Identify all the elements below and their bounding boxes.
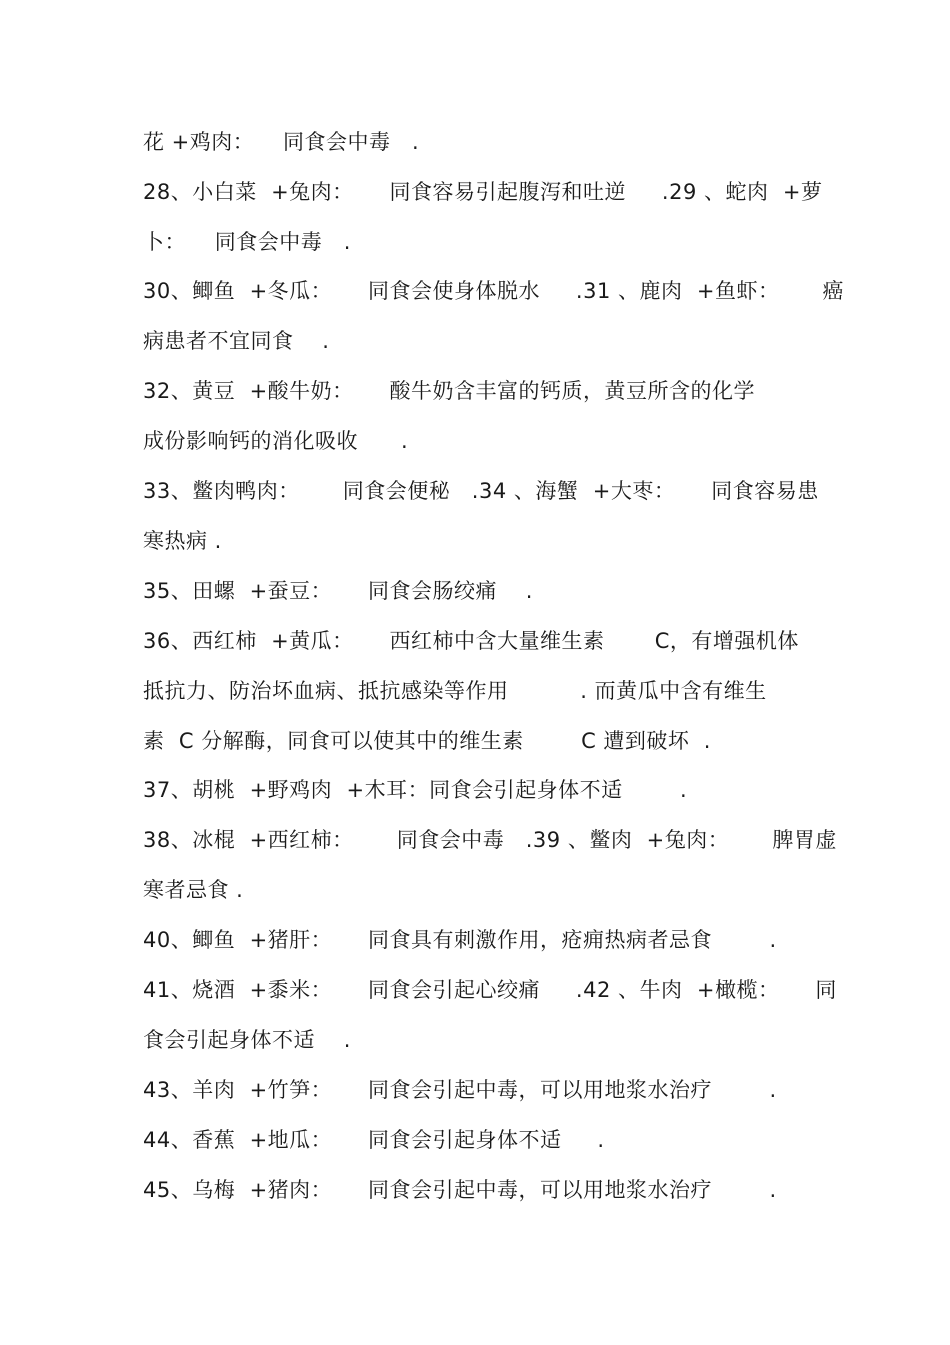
text-line: 30、鲫鱼 +冬瓜： 同食会使身体脱水 .31 、鹿肉 +鱼虾： 癌 [143, 279, 844, 303]
text-line: 38、冰棍 +西红柿： 同食会中毒 .39 、鳖肉 +兔肉： 脾胃虚 [143, 828, 837, 852]
text-line: 食会引起身体不适 . [143, 1028, 351, 1052]
text-line: 寒者忌食 . [143, 878, 244, 902]
text-line: 36、西红柿 +黄瓜： 西红柿中含大量维生素 C，有增强机体 [143, 629, 799, 653]
text-line: 花 +鸡肉： 同食会中毒 . [143, 130, 420, 154]
text-line: 素 C 分解酶，同食可以使其中的维生素 C 遭到破坏 . [143, 729, 711, 753]
text-line: 病患者不宜同食 . [143, 329, 330, 353]
text-line: 33、鳖肉鸭肉： 同食会便秘 .34 、海蟹 +大枣： 同食容易患 [143, 479, 819, 503]
text-line: 卜： 同食会中毒 . [143, 230, 351, 254]
text-line: 41、烧酒 +黍米： 同食会引起心绞痛 .42 、牛肉 +橄榄： 同 [143, 978, 837, 1002]
text-line: 32、黄豆 +酸牛奶： 酸牛奶含丰富的钙质，黄豆所含的化学 [143, 379, 756, 403]
text-line: 43、羊肉 +竹笋： 同食会引起中毒，可以用地浆水治疗 . [143, 1078, 777, 1102]
text-line: 37、胡桃 +野鸡肉 +木耳：同食会引起身体不适 . [143, 778, 688, 802]
text-line: 28、小白菜 +兔肉： 同食容易引起腹泻和吐逆 .29 、蛇肉 +萝 [143, 180, 823, 204]
text-line: 44、香蕉 +地瓜： 同食会引起身体不适 . [143, 1128, 605, 1152]
text-line: 成份影响钙的消化吸收 . [143, 429, 409, 453]
text-line: 35、田螺 +蚕豆： 同食会肠绞痛 . [143, 579, 533, 603]
text-line: 抵抗力、防治坏血病、抵抗感染等作用 . 而黄瓜中含有维生 [143, 679, 767, 703]
text-line: 45、乌梅 +猪肉： 同食会引起中毒，可以用地浆水治疗 . [143, 1178, 777, 1202]
text-line: 寒热病 . [143, 529, 222, 553]
text-line: 40、鲫鱼 +猪肝： 同食具有刺激作用，疮痈热病者忌食 . [143, 928, 777, 952]
